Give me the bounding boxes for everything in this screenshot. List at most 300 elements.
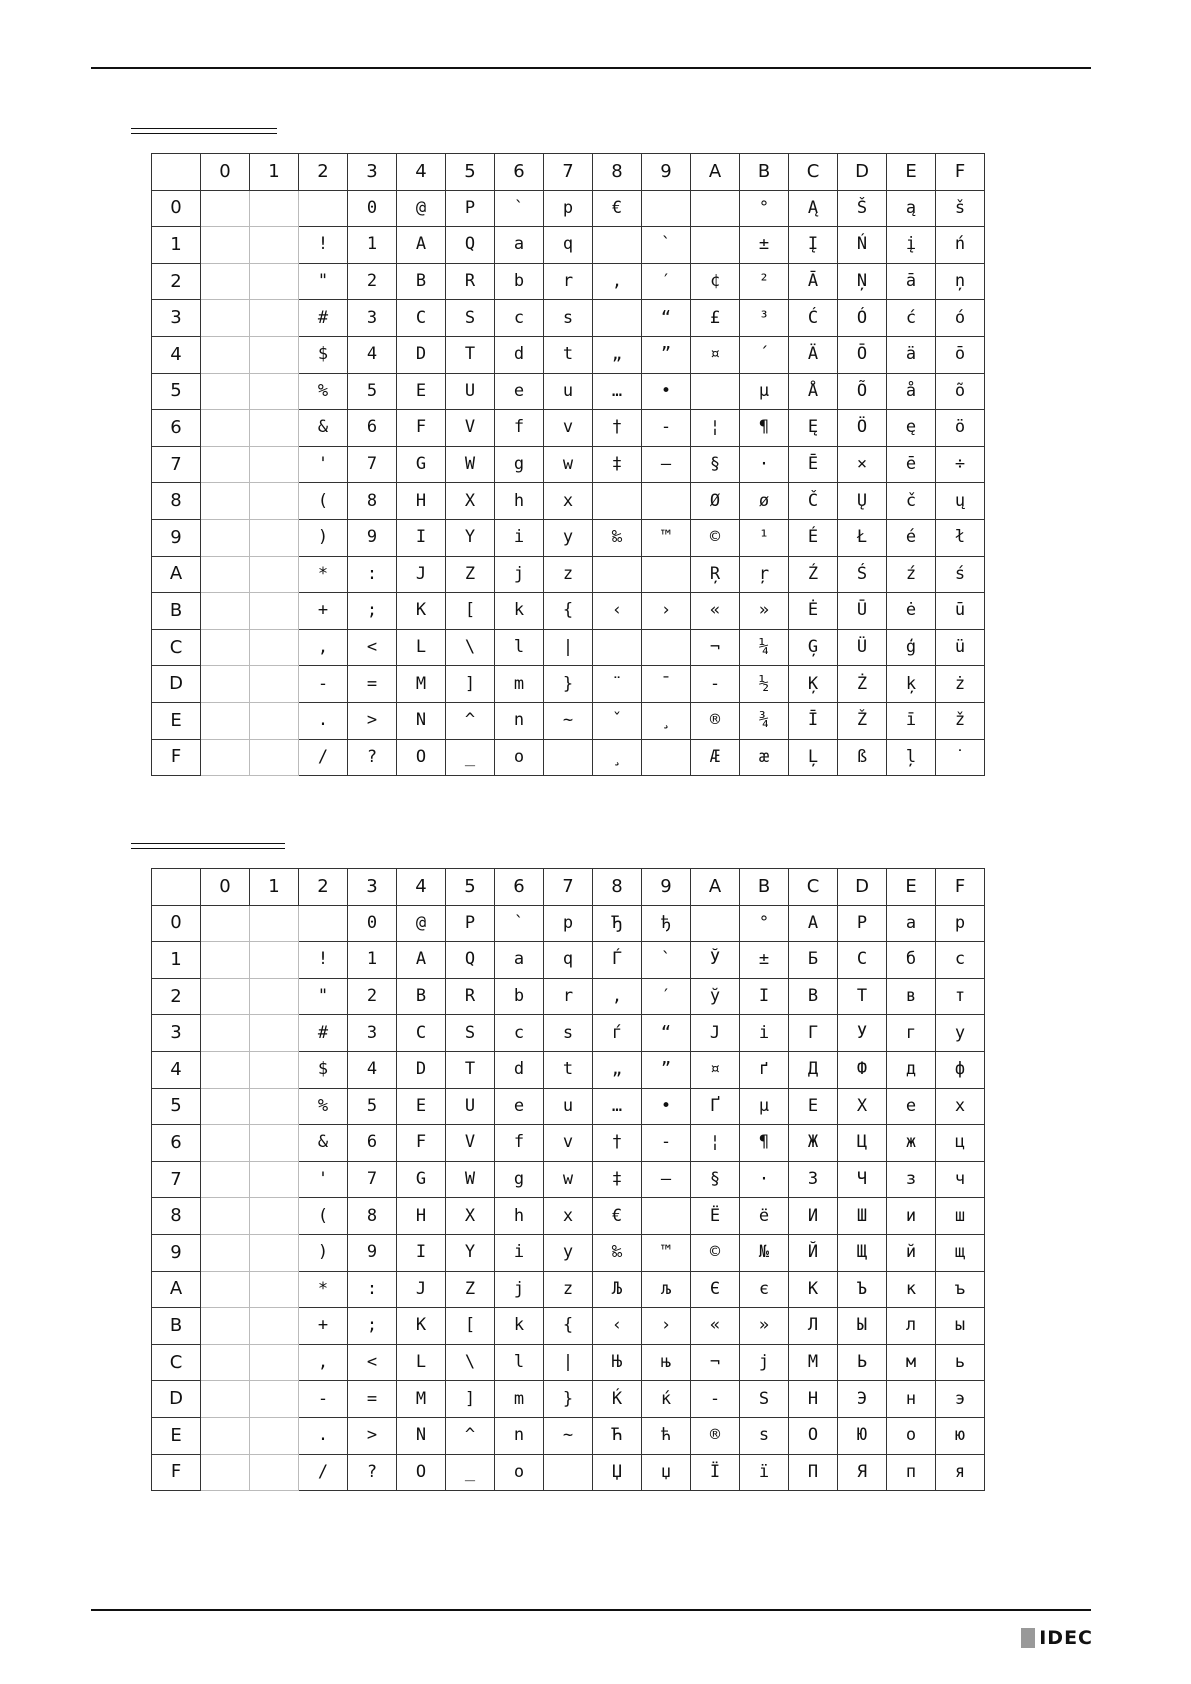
char-cell: b [495,263,544,300]
char-cell: é [887,519,936,556]
char-cell: V [446,1125,495,1162]
char-cell [201,942,250,979]
char-cell: F [397,1125,446,1162]
char-cell: я [936,1454,985,1491]
char-cell: И [789,1198,838,1235]
char-cell [201,263,250,300]
char-cell: Ґ [691,1088,740,1125]
char-cell: © [691,519,740,556]
char-cell: Ѕ [740,1381,789,1418]
char-cell: Љ [593,1271,642,1308]
char-cell: Ž [838,702,887,739]
char-cell: č [887,483,936,520]
character-table-2 [151,868,985,1491]
char-cell: ј [740,1344,789,1381]
char-cell: < [348,629,397,666]
char-cell: ^ [446,702,495,739]
char-cell: 2 [348,263,397,300]
char-cell: S [446,1015,495,1052]
table-row [152,1454,985,1491]
char-cell: Z [446,1271,495,1308]
char-cell: ё [740,1198,789,1235]
char-cell: [ [446,593,495,630]
char-cell: ī [887,702,936,739]
char-cell: * [299,1271,348,1308]
char-cell: 0 [348,190,397,227]
char-cell: ¶ [740,410,789,447]
char-cell: ± [740,227,789,264]
char-cell: Т [838,978,887,1015]
char-cell: ¤ [691,1051,740,1088]
char-cell: : [348,1271,397,1308]
char-cell [201,629,250,666]
char-cell: * [299,556,348,593]
char-cell: 0 [348,905,397,942]
row-header: 1 [152,942,201,979]
char-cell: ` [642,227,691,264]
char-cell: ˙ [936,739,985,776]
char-cell: ‰ [593,1234,642,1271]
char-cell: 8 [348,483,397,520]
char-cell: ф [936,1051,985,1088]
char-cell: ў [691,978,740,1015]
char-cell: G [397,1161,446,1198]
char-cell: 5 [348,373,397,410]
char-cell: Ю [838,1417,887,1454]
char-cell: ¬ [691,629,740,666]
char-cell: © [691,1234,740,1271]
char-cell [250,905,299,942]
char-cell: H [397,1198,446,1235]
column-header: 8 [593,869,642,906]
char-cell: U [446,1088,495,1125]
char-cell: Ђ [593,905,642,942]
char-cell: Й [789,1234,838,1271]
row-header: 2 [152,263,201,300]
char-cell: р [936,905,985,942]
char-cell: « [691,593,740,630]
char-cell: b [495,978,544,1015]
column-header: 4 [397,154,446,191]
char-cell [250,336,299,373]
table-row [152,519,985,556]
char-cell: Ń [838,227,887,264]
char-cell: Ø [691,483,740,520]
char-cell: ` [642,942,691,979]
char-cell: C [397,1015,446,1052]
char-cell: ¶ [740,1125,789,1162]
char-cell: - [691,1381,740,1418]
char-cell: [ [446,1308,495,1345]
char-cell: s [544,300,593,337]
char-cell: u [544,1088,593,1125]
char-cell: † [593,1125,642,1162]
char-cell: ¬ [691,1344,740,1381]
char-cell: j [495,1271,544,1308]
char-cell: ž [936,702,985,739]
char-cell: F [397,410,446,447]
char-cell [201,190,250,227]
char-cell: ( [299,1198,348,1235]
char-cell: ы [936,1308,985,1345]
char-cell: ] [446,1381,495,1418]
char-cell: M [397,1381,446,1418]
row-header: 9 [152,519,201,556]
char-cell: э [936,1381,985,1418]
character-table-1 [151,153,985,776]
char-cell: É [789,519,838,556]
char-cell: ° [740,190,789,227]
char-cell: Ų [838,483,887,520]
char-cell [691,905,740,942]
char-cell: щ [936,1234,985,1271]
char-cell: L [397,1344,446,1381]
table-row [152,1198,985,1235]
char-cell: # [299,300,348,337]
char-cell [250,373,299,410]
char-cell [201,1308,250,1345]
column-header: 7 [544,869,593,906]
char-cell: 4 [348,1051,397,1088]
char-cell: њ [642,1344,691,1381]
char-cell: c [495,1015,544,1052]
char-cell: & [299,1125,348,1162]
char-cell [642,739,691,776]
char-cell: 6 [348,1125,397,1162]
row-header: 3 [152,1015,201,1052]
char-cell [250,702,299,739]
char-cell [250,1454,299,1491]
char-cell: { [544,1308,593,1345]
char-cell: и [887,1198,936,1235]
char-cell: w [544,1161,593,1198]
char-cell: г [887,1015,936,1052]
char-cell [201,1125,250,1162]
char-cell: ś [936,556,985,593]
char-cell: ¸ [642,702,691,739]
char-cell: p [544,190,593,227]
char-cell: б [887,942,936,979]
char-cell: • [642,1088,691,1125]
table-row [152,666,985,703]
char-cell: … [593,373,642,410]
char-cell: ² [740,263,789,300]
column-header: 7 [544,154,593,191]
section-underline-2 [131,843,285,849]
char-cell: > [348,702,397,739]
char-cell: О [789,1417,838,1454]
char-cell: d [495,336,544,373]
row-header: 7 [152,1161,201,1198]
char-cell: ? [348,1454,397,1491]
char-cell: ® [691,1417,740,1454]
char-cell: B [397,978,446,1015]
row-header: A [152,1271,201,1308]
char-cell: - [642,410,691,447]
char-cell [642,556,691,593]
char-cell: ć [887,300,936,337]
char-cell: д [887,1051,936,1088]
char-cell: ü [936,629,985,666]
char-cell: Ѓ [593,942,642,979]
char-cell: ¢ [691,263,740,300]
char-cell: ` [495,190,544,227]
char-cell [593,300,642,337]
char-cell: к [887,1271,936,1308]
char-cell: ш [936,1198,985,1235]
char-cell: ° [740,905,789,942]
char-cell: › [642,593,691,630]
row-header: 8 [152,483,201,520]
char-cell: н [887,1381,936,1418]
char-cell: Ż [838,666,887,703]
char-cell: Ч [838,1161,887,1198]
column-header: 2 [299,154,348,191]
char-cell: “ [642,1015,691,1052]
char-cell: ч [936,1161,985,1198]
char-cell: ¨ [593,666,642,703]
char-cell [201,446,250,483]
char-cell: › [642,1308,691,1345]
column-header: 3 [348,154,397,191]
char-cell: ą [887,190,936,227]
char-cell: Ś [838,556,887,593]
char-cell: Х [838,1088,887,1125]
char-cell: ) [299,1234,348,1271]
char-cell: ђ [642,905,691,942]
char-cell: C [397,300,446,337]
char-cell: ß [838,739,887,776]
char-cell: ] [446,666,495,703]
char-cell: ¾ [740,702,789,739]
char-cell: Є [691,1271,740,1308]
header-rule [91,67,1091,69]
char-cell: Ћ [593,1417,642,1454]
char-cell: Æ [691,739,740,776]
char-cell: c [495,300,544,337]
char-cell: e [495,373,544,410]
char-cell: ø [740,483,789,520]
char-cell: Ж [789,1125,838,1162]
char-cell: « [691,1308,740,1345]
char-cell: А [789,905,838,942]
char-cell: I [397,1234,446,1271]
table-row [152,739,985,776]
char-cell: ' [299,1161,348,1198]
char-cell [691,227,740,264]
char-cell: ¸ [593,739,642,776]
char-cell: · [740,446,789,483]
char-cell: ÷ [936,446,985,483]
char-cell: М [789,1344,838,1381]
char-cell: g [495,446,544,483]
row-header: C [152,1344,201,1381]
char-cell: $ [299,1051,348,1088]
char-cell: v [544,410,593,447]
char-cell: _ [446,1454,495,1491]
column-header: D [838,154,887,191]
row-header: A [152,556,201,593]
table-row [152,1344,985,1381]
char-cell: в [887,978,936,1015]
char-cell: 3 [348,1015,397,1052]
char-cell: ō [936,336,985,373]
char-cell: Ō [838,336,887,373]
char-cell: k [495,1308,544,1345]
char-cell: п [887,1454,936,1491]
column-header: 1 [250,154,299,191]
char-cell: Р [838,905,887,942]
char-cell: ю [936,1417,985,1454]
char-cell: € [593,1198,642,1235]
row-header: C [152,629,201,666]
char-cell [250,1344,299,1381]
char-cell: » [740,1308,789,1345]
row-header: 3 [152,300,201,337]
row-header: 5 [152,373,201,410]
char-cell: Д [789,1051,838,1088]
table-row [152,942,985,979]
char-cell: V [446,410,495,447]
char-cell: o [495,739,544,776]
table-row [152,593,985,630]
column-header: 6 [495,869,544,906]
char-cell [642,1198,691,1235]
char-cell: a [495,227,544,264]
char-cell [201,1234,250,1271]
char-cell: ³ [740,300,789,337]
table-row [152,263,985,300]
char-cell: Ó [838,300,887,337]
char-cell: ‰ [593,519,642,556]
char-cell: с [936,942,985,979]
char-cell: ł [936,519,985,556]
char-cell: I [397,519,446,556]
char-cell: Å [789,373,838,410]
char-cell [250,410,299,447]
logo-mark-icon [1021,1628,1035,1648]
char-cell [250,1417,299,1454]
char-cell: $ [299,336,348,373]
char-cell: % [299,1088,348,1125]
column-header: A [691,869,740,906]
char-cell [250,483,299,520]
char-cell: ќ [642,1381,691,1418]
char-cell [201,702,250,739]
char-cell: ‚ [593,978,642,1015]
char-cell: х [936,1088,985,1125]
char-cell: @ [397,190,446,227]
column-header: 0 [201,154,250,191]
char-cell: ė [887,593,936,630]
char-cell: q [544,227,593,264]
char-cell: Ф [838,1051,887,1088]
char-cell: ‡ [593,1161,642,1198]
column-header: B [740,154,789,191]
char-cell: K [397,593,446,630]
char-cell: 6 [348,410,397,447]
row-header: 6 [152,410,201,447]
char-cell: x [544,483,593,520]
char-cell [201,336,250,373]
char-cell: Ц [838,1125,887,1162]
char-cell: Ć [789,300,838,337]
char-cell: \ [446,629,495,666]
column-header: 0 [201,869,250,906]
char-cell: ¦ [691,1125,740,1162]
char-cell: Б [789,942,838,979]
char-cell [250,190,299,227]
char-cell: E [397,373,446,410]
row-header: 9 [152,1234,201,1271]
char-cell [201,1161,250,1198]
char-cell: Ö [838,410,887,447]
char-cell [201,593,250,630]
char-cell: ћ [642,1417,691,1454]
char-cell: z [544,1271,593,1308]
column-header: 8 [593,154,642,191]
row-header: D [152,666,201,703]
char-cell: „ [593,1051,642,1088]
char-cell: W [446,1161,495,1198]
char-cell: ± [740,942,789,979]
char-cell: Џ [593,1454,642,1491]
char-cell [250,1125,299,1162]
char-cell: Q [446,227,495,264]
char-cell [299,905,348,942]
char-cell: š [936,190,985,227]
char-cell: J [397,556,446,593]
char-cell: Л [789,1308,838,1345]
char-cell: ~ [544,1417,593,1454]
char-cell: № [740,1234,789,1271]
table-row [152,300,985,337]
char-cell: g [495,1161,544,1198]
char-cell [201,519,250,556]
char-cell: Ü [838,629,887,666]
char-cell: 4 [348,336,397,373]
char-cell: ґ [740,1051,789,1088]
char-cell: W [446,446,495,483]
char-cell: Ą [789,190,838,227]
header-row [152,869,985,906]
char-cell: – [642,446,691,483]
char-cell: у [936,1015,985,1052]
char-cell [544,1454,593,1491]
char-cell: E [397,1088,446,1125]
char-cell [201,1381,250,1418]
char-cell: ‹ [593,593,642,630]
char-cell: - [299,666,348,703]
char-cell [593,556,642,593]
char-cell: A [397,227,446,264]
char-cell: ” [642,336,691,373]
column-header: 1 [250,869,299,906]
char-cell: Ш [838,1198,887,1235]
char-cell: Ј [691,1015,740,1052]
char-cell [201,1051,250,1088]
char-cell: - [299,1381,348,1418]
char-cell: m [495,666,544,703]
char-cell: z [544,556,593,593]
char-cell [250,556,299,593]
char-cell: Ź [789,556,838,593]
char-cell: X [446,1198,495,1235]
char-cell [201,483,250,520]
char-cell: ‡ [593,446,642,483]
char-cell: ~ [544,702,593,739]
char-cell: ų [936,483,985,520]
